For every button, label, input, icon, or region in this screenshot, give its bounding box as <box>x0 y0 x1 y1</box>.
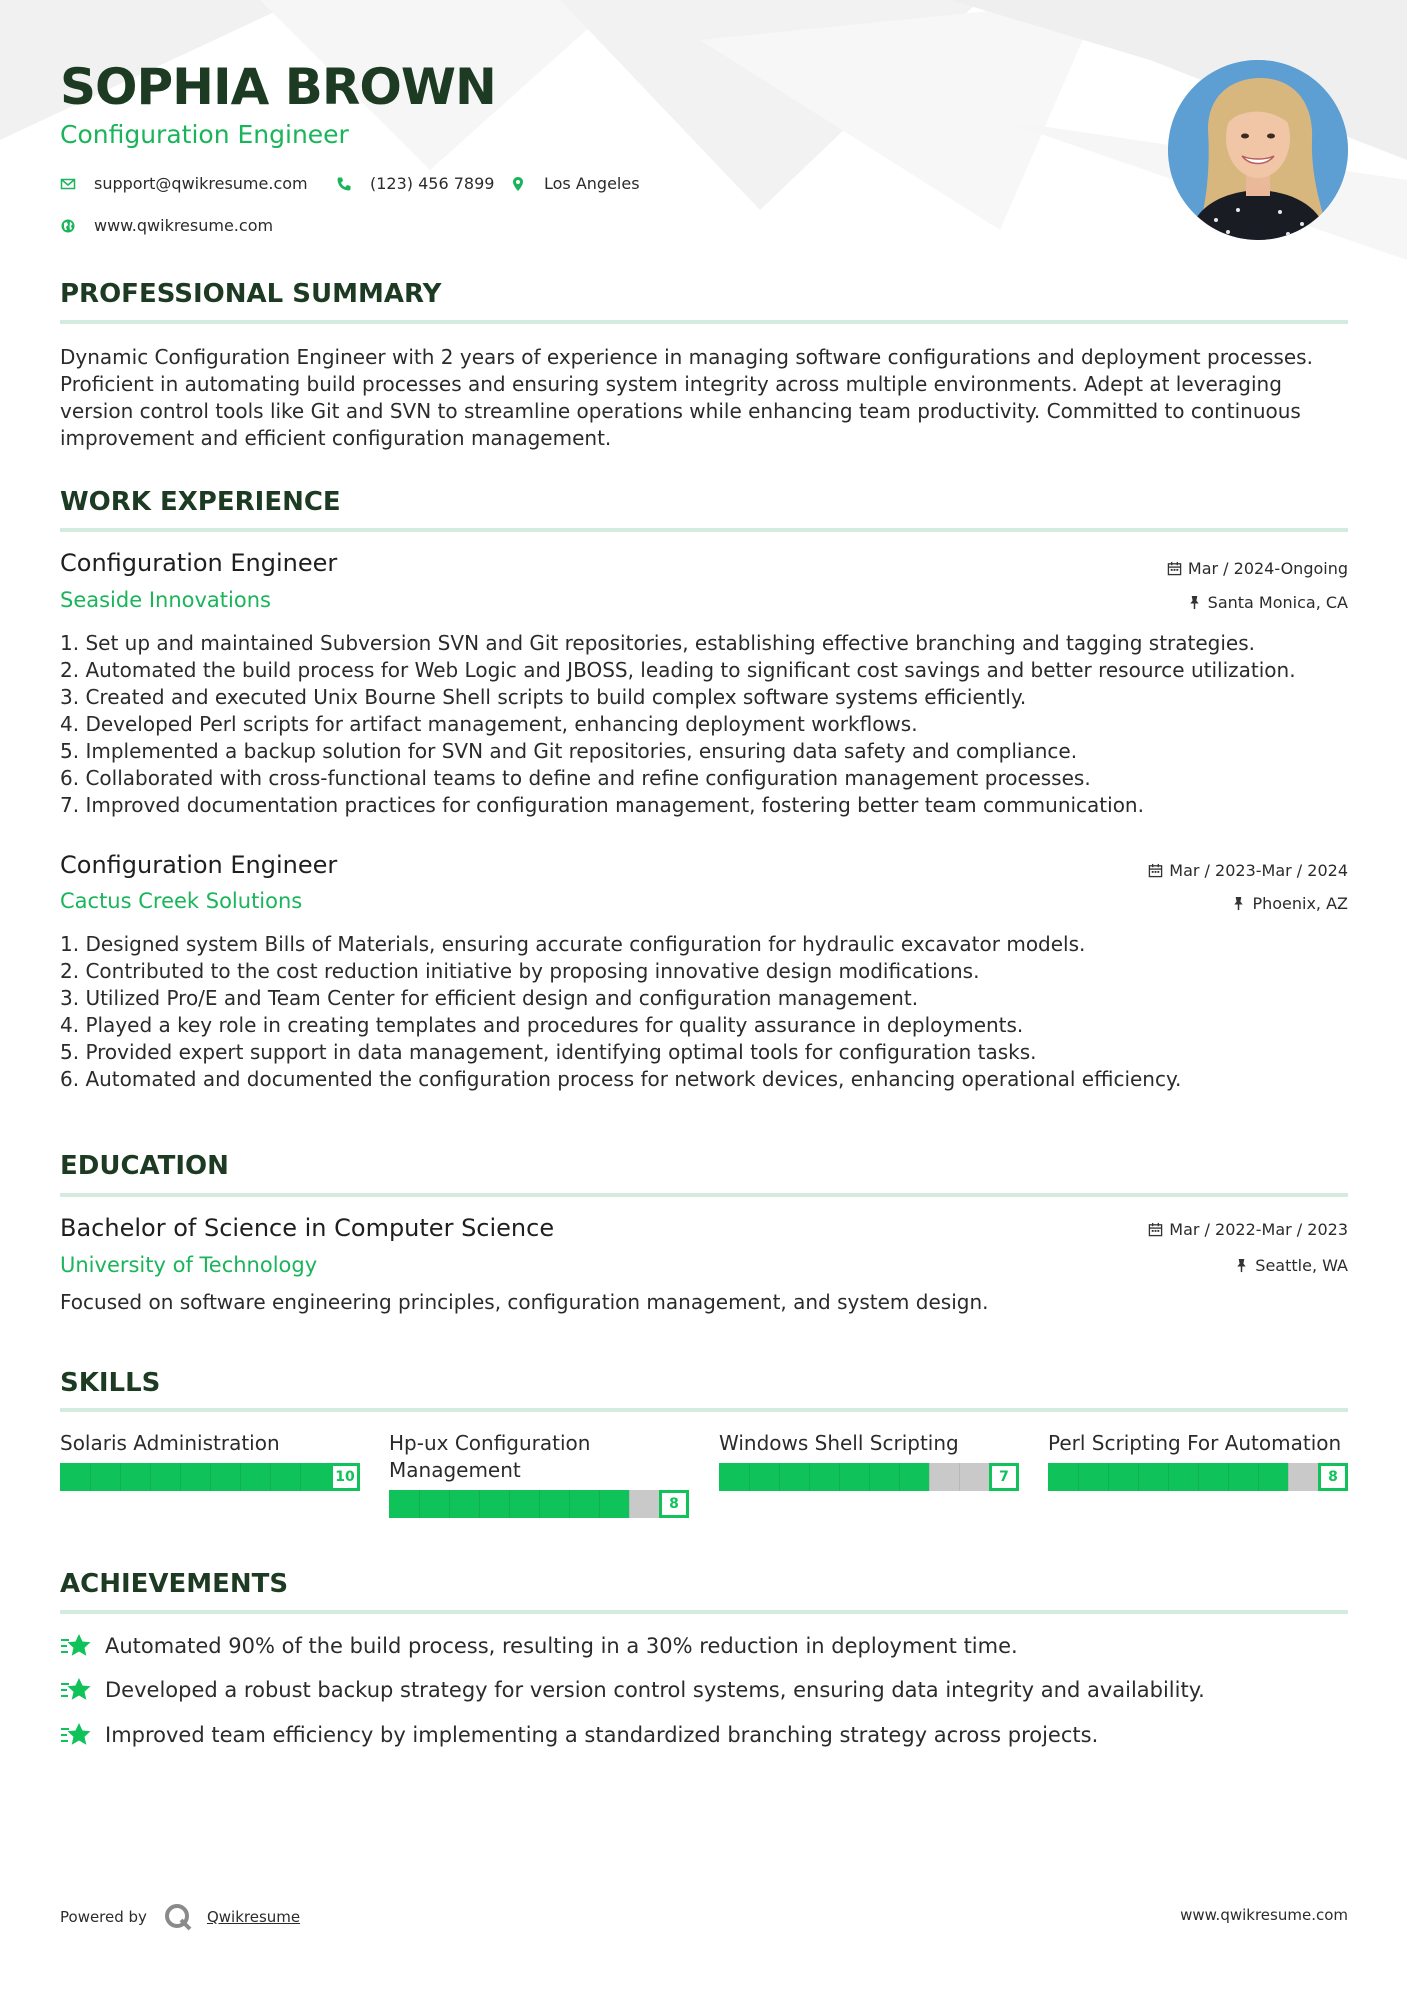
achievement-item <box>60 1632 1018 1660</box>
list-item: 3. Created and executed Unix Bourne Shell scripts to build complex software systems efficiently. <box>60 685 1027 709</box>
calendar-icon <box>1148 863 1163 878</box>
achievement-text: Developed a robust backup strategy for version control systems, ensuring data integrity and availability. <box>105 1678 1205 1702</box>
job-bullets <box>60 931 1360 1093</box>
skill-bar <box>719 1463 1019 1491</box>
school-name: University of Technology <box>60 1253 318 1277</box>
education-description: Focused on software engineering principles, configuration management, and system design. <box>60 1290 989 1314</box>
list-item: 3. Utilized Pro/E and Team Center for efficient design and configuration management. <box>60 986 919 1010</box>
education-location-text: Seattle, WA <box>1255 1256 1348 1275</box>
skill-bar-segment <box>419 1490 420 1518</box>
qwikresume-logo-icon <box>163 1902 193 1932</box>
summary-text: Dynamic Configuration Engineer with 2 years of experience in managing software configurations and deployment processes. Proficient in automating build processes and ensuring system integrity across multiple environments. Adept at leveraging version control tools like Git and SVN to streamline operations while enhancing team productivity. Committed to continuous improvement and efficient configuration management. <box>60 345 1313 450</box>
star-icon <box>60 1632 92 1660</box>
skill-bar-segment <box>479 1490 480 1518</box>
skill-bar <box>1048 1463 1348 1491</box>
list-item: 5. Provided expert support in data management, identifying optimal tools for configuration tasks. <box>60 1040 1037 1064</box>
list-item: 1. Set up and maintained Subversion SVN and Git repositories, establishing effective branching and tagging strategies. <box>60 631 1255 655</box>
skill-item <box>60 1430 360 1491</box>
skill-score: 7 <box>989 1463 1019 1491</box>
skill-item <box>389 1430 689 1518</box>
skill-bar-segment <box>1168 1463 1169 1491</box>
section-divider <box>60 1408 1348 1412</box>
education-location <box>1234 1256 1348 1275</box>
skill-bar <box>389 1490 689 1518</box>
skill-bar-segment <box>899 1463 900 1491</box>
list-item: 4. Played a key role in creating templates and procedures for quality assurance in deployments. <box>60 1013 1024 1037</box>
section-divider <box>60 1193 1348 1197</box>
summary-heading: PROFESSIONAL SUMMARY <box>60 279 442 309</box>
skill-bar-segment <box>839 1463 840 1491</box>
achievements-heading: ACHIEVEMENTS <box>60 1569 289 1599</box>
job-dates <box>1148 861 1348 880</box>
job-location-text: Santa Monica, CA <box>1207 593 1348 612</box>
education-dates-text: Mar / 2022-Mar / 2023 <box>1169 1220 1348 1239</box>
map-pin-icon <box>510 176 526 192</box>
section-divider <box>60 528 1348 532</box>
footer-powered-by <box>60 1902 300 1932</box>
education-dates <box>1148 1220 1348 1239</box>
skill-score: 8 <box>659 1490 689 1518</box>
skill-bar-segment <box>1228 1463 1229 1491</box>
job-title: Configuration Engineer <box>60 851 338 879</box>
contact-location <box>510 174 640 193</box>
job-title: Configuration Engineer <box>60 549 338 577</box>
qwikresume-link[interactable]: Qwikresume <box>206 1908 301 1926</box>
job-dates-text: Mar / 2024-Ongoing <box>1187 559 1348 578</box>
list-item: 2. Automated the build process for Web Logic and JBOSS, leading to significant cost savings and better resource utilization. <box>60 658 1296 682</box>
achievement-text: Improved team efficiency by implementing a standardized branching strategy across projects. <box>105 1723 1099 1747</box>
skill-bar-segment <box>120 1463 121 1491</box>
skill-bar-segment <box>539 1490 540 1518</box>
footer-website[interactable]: www.qwikresume.com <box>1180 1906 1348 1924</box>
skill-score: 8 <box>1318 1463 1348 1491</box>
contact-email[interactable] <box>60 174 308 193</box>
skill-bar-segment <box>1138 1463 1139 1491</box>
skill-name: Hp-ux Configuration Management <box>389 1431 591 1482</box>
star-icon <box>60 1676 92 1704</box>
company-name: Seaside Innovations <box>60 588 271 612</box>
skill-bar-segment <box>959 1463 960 1491</box>
list-item: 2. Contributed to the cost reduction initiative by proposing innovative design modifications. <box>60 959 980 983</box>
job-location-text: Phoenix, AZ <box>1252 894 1348 913</box>
skill-bar-fill <box>719 1463 929 1491</box>
contact-phone[interactable] <box>336 174 494 193</box>
list-item: 1. Designed system Bills of Materials, ensuring accurate configuration for hydraulic excavator models. <box>60 932 1086 956</box>
list-item: 6. Collaborated with cross-functional teams to define and refine configuration management processes. <box>60 766 1091 790</box>
skill-name: Solaris Administration <box>60 1431 280 1455</box>
list-item: 4. Developed Perl scripts for artifact management, enhancing deployment workflows. <box>60 712 918 736</box>
calendar-icon <box>1167 561 1182 576</box>
skill-bar-segment <box>1108 1463 1109 1491</box>
skill-bar-segment <box>300 1463 301 1491</box>
job-bullets <box>60 630 1360 819</box>
email-text: support@qwikresume.com <box>94 174 308 193</box>
skill-name: Windows Shell Scripting <box>719 1431 959 1455</box>
contact-website[interactable] <box>60 216 273 235</box>
education-heading: EDUCATION <box>60 1151 229 1181</box>
skill-bar-segment <box>599 1490 600 1518</box>
skill-bar-segment <box>210 1463 211 1491</box>
skill-bar-segment <box>1078 1463 1079 1491</box>
envelope-icon <box>60 176 76 192</box>
job-location <box>1187 593 1348 612</box>
achievement-item <box>60 1721 1098 1749</box>
skill-bar-segment <box>809 1463 810 1491</box>
list-item: 7. Improved documentation practices for configuration management, fostering better team communication. <box>60 793 1144 817</box>
skill-bar-segment <box>1198 1463 1199 1491</box>
skill-bar-segment <box>240 1463 241 1491</box>
skill-bar-segment <box>270 1463 271 1491</box>
phone-icon <box>336 176 352 192</box>
skill-bar-segment <box>779 1463 780 1491</box>
skill-item <box>719 1430 1019 1491</box>
globe-icon <box>60 218 76 234</box>
skill-bar-segment <box>449 1490 450 1518</box>
skill-bar-segment <box>90 1463 91 1491</box>
phone-text: (123) 456 7899 <box>370 174 495 193</box>
job-location <box>1231 894 1348 913</box>
achievement-item <box>60 1676 1205 1704</box>
candidate-role: Configuration Engineer <box>60 120 349 149</box>
experience-heading: WORK EXPERIENCE <box>60 487 341 517</box>
location-text: Los Angeles <box>544 174 640 193</box>
skill-bar-segment <box>869 1463 870 1491</box>
powered-by-label: Powered by <box>60 1908 147 1926</box>
skill-bar-segment <box>1288 1463 1289 1491</box>
candidate-name: SOPHIA BROWN <box>60 58 496 116</box>
skill-name: Perl Scripting For Automation <box>1048 1431 1342 1455</box>
skills-heading: SKILLS <box>60 1368 161 1398</box>
achievement-text: Automated 90% of the build process, resulting in a 30% reduction in deployment time. <box>105 1634 1018 1658</box>
skill-bar-segment <box>629 1490 630 1518</box>
company-name: Cactus Creek Solutions <box>60 889 303 913</box>
job-dates <box>1167 559 1348 578</box>
section-divider <box>60 1610 1348 1614</box>
website-text: www.qwikresume.com <box>94 216 274 235</box>
skill-bar-segment <box>180 1463 181 1491</box>
pushpin-icon <box>1234 1258 1249 1273</box>
skill-bar-segment <box>150 1463 151 1491</box>
list-item: 6. Automated and documented the configuration process for network devices, enhancing operational efficiency. <box>60 1067 1182 1091</box>
list-item: 5. Implemented a backup solution for SVN and Git repositories, ensuring data safety and compliance. <box>60 739 1078 763</box>
job-dates-text: Mar / 2023-Mar / 2024 <box>1169 861 1348 880</box>
skill-bar-segment <box>1258 1463 1259 1491</box>
skill-score: 10 <box>330 1463 360 1491</box>
skill-bar-segment <box>509 1490 510 1518</box>
skill-bar-segment <box>929 1463 930 1491</box>
calendar-icon <box>1148 1222 1163 1237</box>
section-divider <box>60 320 1348 324</box>
skill-item <box>1048 1430 1348 1491</box>
skill-bar <box>60 1463 360 1491</box>
degree-title: Bachelor of Science in Computer Science <box>60 1214 555 1242</box>
skill-bar-segment <box>749 1463 750 1491</box>
pushpin-icon <box>1231 896 1246 911</box>
pushpin-icon <box>1187 595 1202 610</box>
skill-bar-segment <box>569 1490 570 1518</box>
profile-photo <box>1168 60 1348 240</box>
star-icon <box>60 1721 92 1749</box>
